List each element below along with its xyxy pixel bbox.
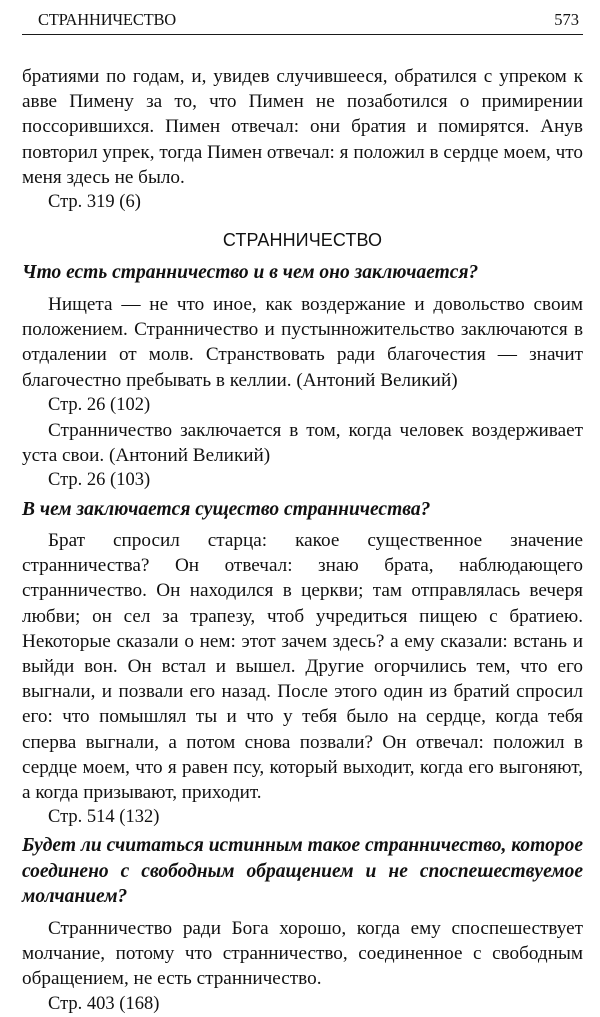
section-title: СТРАННИЧЕСТВО xyxy=(222,230,383,251)
continued-paragraph: братиями по годам, и, увидев случившееся, обратился с упреком к авве Пимену за то, что Пимен не позаботился о примирении поссорившихся. Пимен отвечал: они братия и помирятся. Анув повторил упрек, тогда Пимен отвечал: я положил в сердце моем, что меня здесь не было. xyxy=(22,66,583,188)
source-reference: Стр. 26 (102) xyxy=(48,394,151,415)
book-page xyxy=(22,0,583,1017)
answer-paragraph: Брат спросил старца: какое существенное значение странничества? Он отвечал: знаю брата, наблюдающего странничество. Он находился в церкви; там отправлялась вечеря любви; он сел за трапезу, чтоб учредиться пищею с братиею. Некоторые сказали о нем: этот зачем здесь? а ему сказали: встань и выйди вон. Он встал и вышел. Другие огорчились тем, что его выгнали, и позвали его назад. После этого один из братий спросил его: что помышлял ты и что у тебя было на сердце, когда тебя сперва выгнали, а потом снова позвали? Он отвечал: положил в сердце моем, что я равен псу, который выходит, когда его выгоняют, а когда призывают, приходит. xyxy=(22,530,583,804)
question-heading: В чем заключается существо странничества? xyxy=(22,498,431,520)
running-title: СТРАННИЧЕСТВО xyxy=(38,10,177,29)
source-reference: Стр. 319 (6) xyxy=(48,192,141,213)
source-reference: Стр. 403 (168) xyxy=(48,993,160,1014)
running-header xyxy=(22,0,583,35)
source-reference: Стр. 26 (103) xyxy=(48,470,151,491)
answer-paragraph: Странничество заключается в том, когда человек воздерживает уста свои. (Антоний Великий) xyxy=(22,419,583,467)
question-heading: Будет ли считаться истинным такое странничество, которое соединено с свободным обращением и не споспешествуемое молчанием? xyxy=(22,835,583,908)
page-content xyxy=(22,35,583,1017)
page-number: 573 xyxy=(554,10,579,29)
answer-paragraph: Нищета — не что иное, как воздержание и довольство своим положением. Странничество и пустынножительство заключаются в отдалении от молв. Странствовать ради благочестия — значит благочестно пребывать в келлии. (Антоний Великий) xyxy=(22,293,583,391)
source-reference: Стр. 514 (132) xyxy=(48,807,160,828)
question-heading: Что есть странничество и в чем оно заключается? xyxy=(22,262,479,284)
answer-paragraph: Странничество ради Бога хорошо, когда ему споспешествует молчание, потому что странничество, соединенное с свободным обращением, не есть странничество. xyxy=(22,917,583,990)
